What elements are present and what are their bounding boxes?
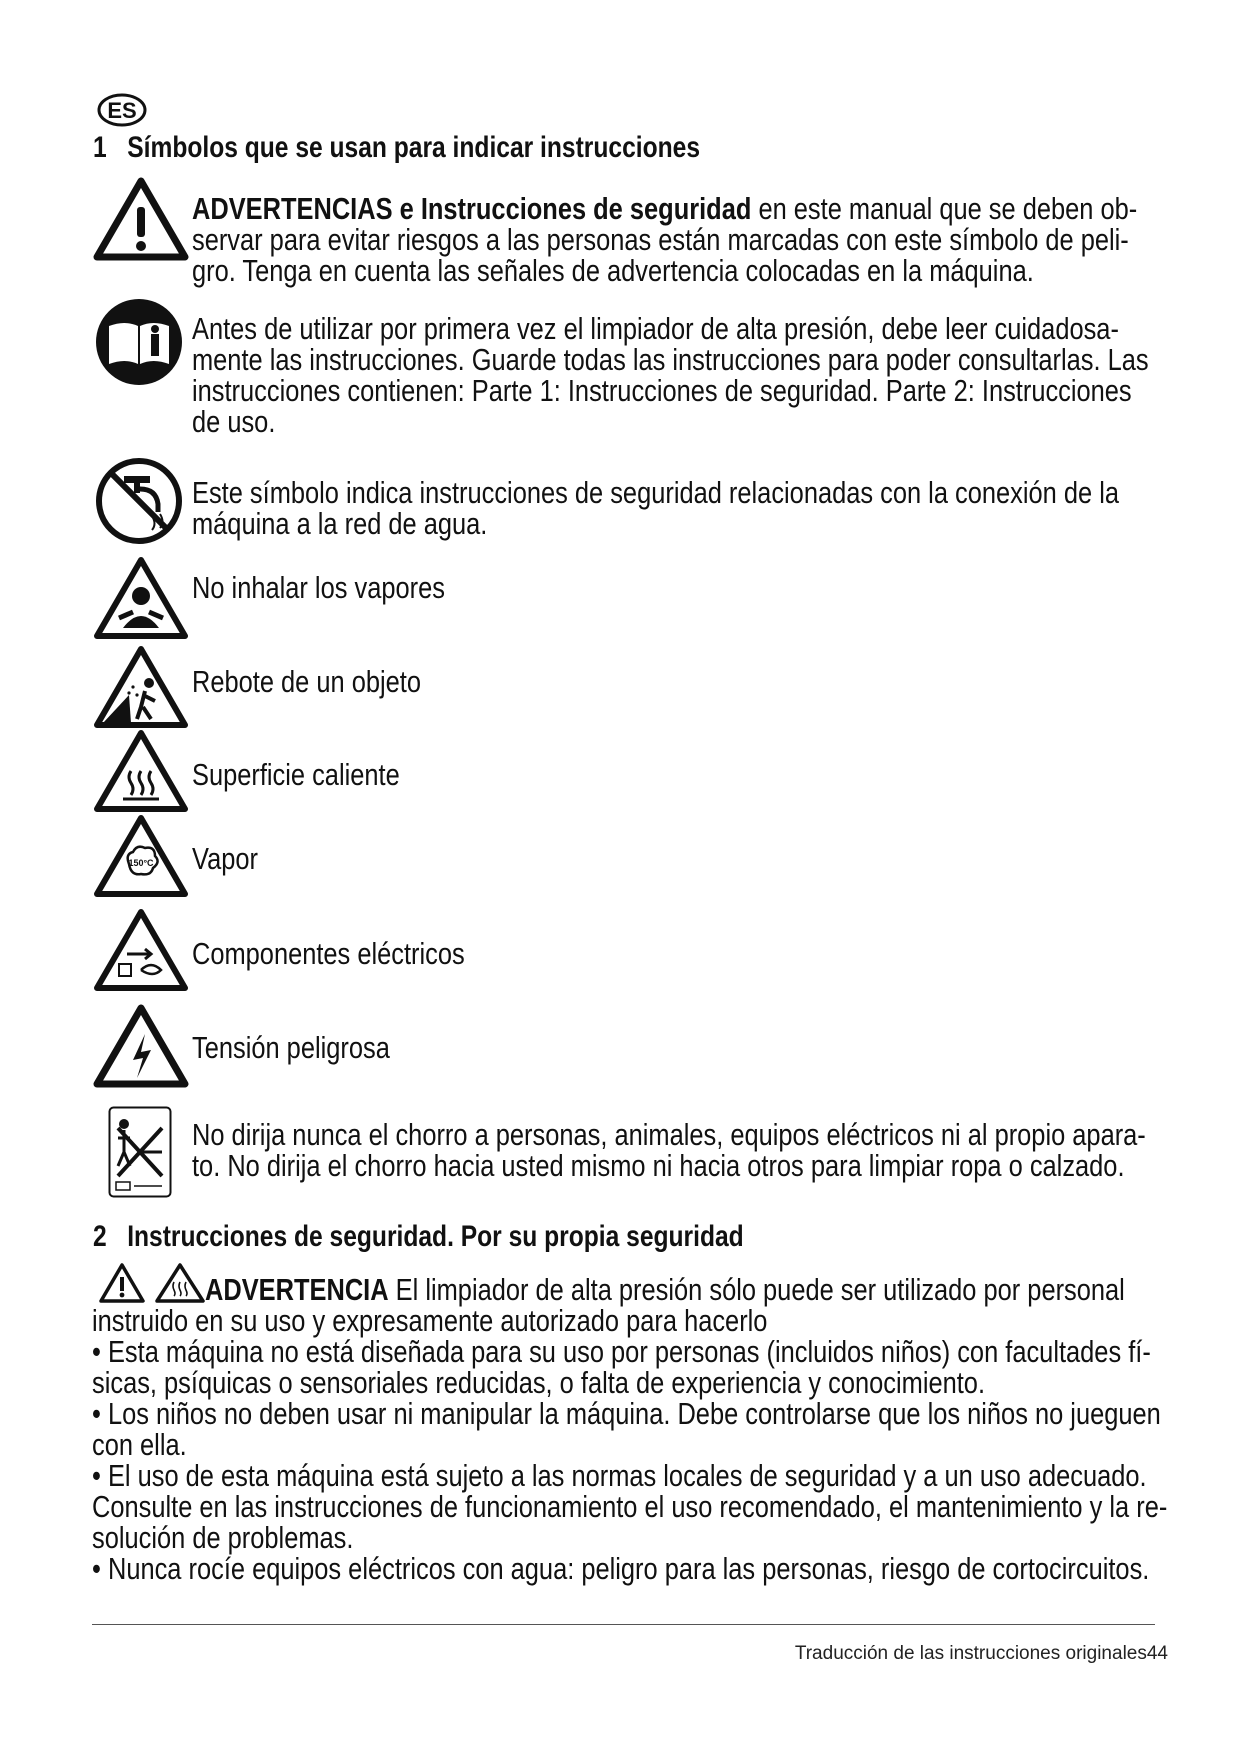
section-1-number: 1 <box>93 131 107 164</box>
symbol-electrical-line: Componentes eléctricos <box>192 936 465 971</box>
symbol-water-line: Este símbolo indica instrucciones de seguridad relacionadas con la conexión de la <box>192 475 1119 510</box>
warning-line: instruido en su uso y expresamente autorizado para hacerlo <box>92 1303 768 1338</box>
no-spray-people-icon <box>108 1106 172 1203</box>
warning-line: con ella. <box>92 1427 187 1462</box>
symbol-manual-line: Antes de utilizar por primera vez el limpiador de alta presión, debe leer cuidadosa- <box>192 311 1119 346</box>
symbol-manual-line: de uso. <box>192 404 276 439</box>
object-rebound-icon <box>93 645 189 734</box>
symbol-warning-text <box>192 193 1137 286</box>
no-inhale-vapors-icon <box>93 556 189 645</box>
symbol-water-text <box>192 477 1119 539</box>
symbol-warning-line: servar para evitar riesgos a las personas están marcadas con este símbolo de peli- <box>192 222 1129 257</box>
warning-small-icon <box>98 1262 146 1309</box>
symbol-voltage-text <box>192 1032 390 1063</box>
symbol-rebound-text <box>192 666 421 697</box>
warning-line: El limpiador de alta presión sólo puede ser utilizado por personal <box>395 1272 1125 1307</box>
warning-exclamation-icon <box>93 177 189 266</box>
steam-150c-icon <box>93 814 189 903</box>
water-connection-prohibited-icon <box>94 456 184 551</box>
symbol-hot-text <box>192 759 400 790</box>
symbol-warning-line: gro. Tenga en cuenta las señales de advertencia colocadas en la máquina. <box>192 253 1034 288</box>
language-badge <box>97 93 147 127</box>
footer <box>795 1643 1168 1665</box>
section-2-heading <box>93 1220 744 1254</box>
symbol-voltage-line: Tensión peligrosa <box>192 1030 390 1065</box>
read-manual-icon <box>95 298 183 391</box>
section-1-heading <box>93 131 700 165</box>
warning-line: • Nunca rocíe equipos eléctricos con agua: peligro para las personas, riesgo de cortocircuitos. <box>92 1551 1150 1586</box>
symbol-spray-text <box>192 1119 1146 1181</box>
symbol-steam-line: Vapor <box>192 841 258 876</box>
symbol-spray-line: to. No dirija el chorro hacia usted mismo ni hacia otros para limpiar ropa o calzado. <box>192 1148 1125 1183</box>
warning-line: solución de problemas. <box>92 1520 354 1555</box>
symbol-manual-line: mente las instrucciones. Guarde todas las instrucciones para poder consultarlas. Las <box>192 342 1149 377</box>
warning-line: • Esta máquina no está diseñada para su uso por personas (incluidos niños) con facultades fí- <box>92 1334 1151 1369</box>
symbol-warning-line: en este manual que se deben ob- <box>758 191 1138 226</box>
warning-first-line <box>205 1274 1125 1305</box>
symbol-vapors-line: No inhalar los vapores <box>192 570 445 605</box>
language-badge-text: ES <box>107 98 137 123</box>
warning-line: Consulte en las instrucciones de funcionamiento el uso recomendado, el mantenimiento y la re- <box>92 1489 1168 1524</box>
section-1-title: Símbolos que se usan para indicar instrucciones <box>127 131 701 164</box>
electrical-components-icon <box>93 908 189 997</box>
footer-divider <box>92 1624 1155 1625</box>
page-number: 44 <box>1146 1643 1168 1664</box>
warning-bold: ADVERTENCIA <box>205 1272 389 1307</box>
section-2-number: 2 <box>93 1220 107 1253</box>
warning-line: • Los niños no deben usar ni manipular la máquina. Debe controlarse que los niños no jueguen <box>92 1396 1161 1431</box>
warning-line: sicas, psíquicas o sensoriales reducidas, o falta de experiencia y conocimiento. <box>92 1365 986 1400</box>
symbol-rebound-line: Rebote de un objeto <box>192 664 421 699</box>
footer-text: Traducción de las instrucciones originales <box>794 1643 1147 1664</box>
high-voltage-icon <box>93 1004 189 1093</box>
warning-line: • El uso de esta máquina está sujeto a las normas locales de seguridad y a un uso adecuado. <box>92 1458 1147 1493</box>
symbol-water-line: máquina a la red de agua. <box>192 506 488 541</box>
symbol-steam-text <box>192 843 258 874</box>
hot-surface-small-icon <box>154 1262 206 1309</box>
symbol-manual-line: instrucciones contienen: Parte 1: Instrucciones de seguridad. Parte 2: Instrucciones <box>192 373 1132 408</box>
symbol-spray-line: No dirija nunca el chorro a personas, animales, equipos eléctricos ni al propio apara- <box>192 1117 1146 1152</box>
symbol-electrical-text <box>192 938 465 969</box>
section-2-title: Instrucciones de seguridad. Por su propia seguridad <box>127 1220 744 1253</box>
steam-badge-text: 150°C <box>128 858 154 868</box>
warning-body <box>92 1305 1167 1584</box>
hot-surface-icon <box>93 729 189 818</box>
symbol-warning-bold: ADVERTENCIAS e Instrucciones de seguridad <box>192 191 752 226</box>
symbol-manual-text <box>192 313 1149 437</box>
symbol-hot-line: Superficie caliente <box>192 757 400 792</box>
symbol-vapors-text <box>192 572 445 603</box>
